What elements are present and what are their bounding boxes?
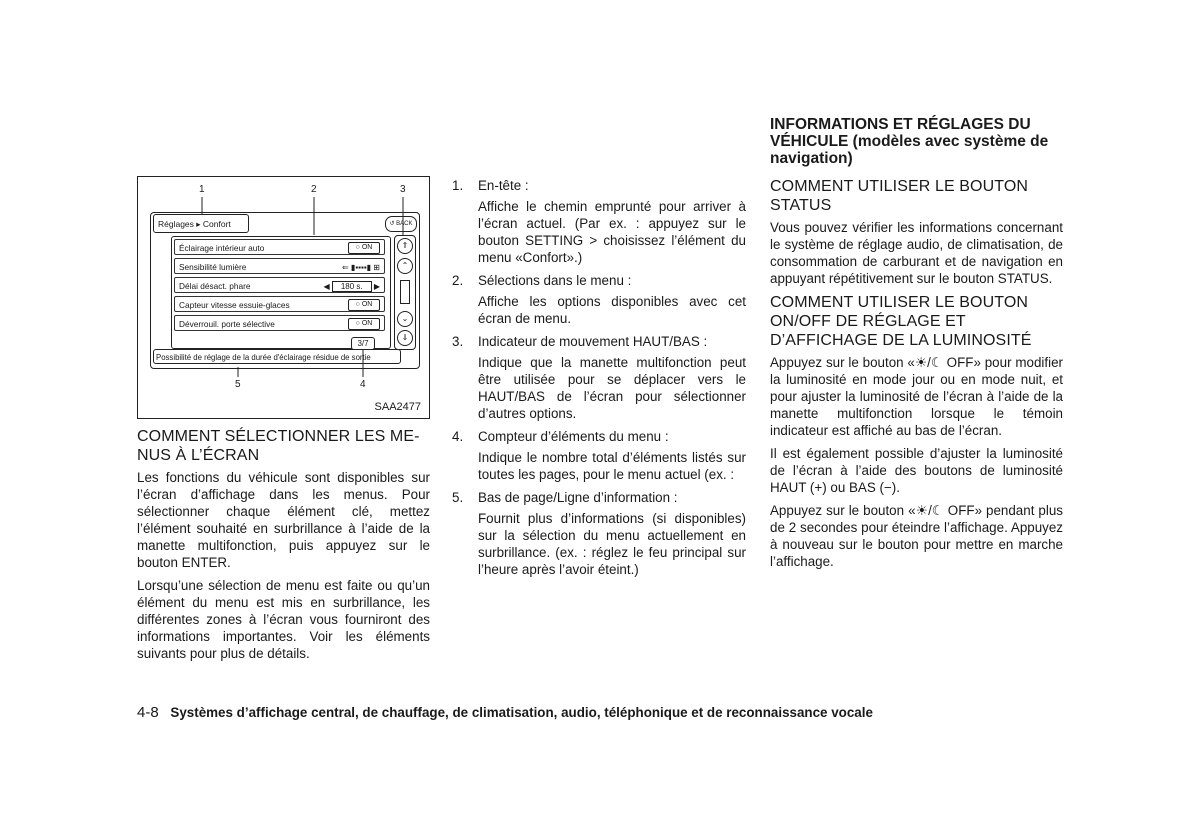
column-2 (452, 177, 746, 584)
on-toggle: ○ ON (348, 242, 380, 254)
info-line: Possibilité de réglage de la durée d'éclairage résidue de sortie (153, 349, 401, 364)
list-item-desc: Fournit plus d’informations (si disponibles) sur la sélection du menu actuellement en surbrillance. (ex. : réglez le feu principal sur l’heure après l’avoir éteint.) (478, 511, 746, 577)
list-item: 3. Indicateur de mouvement HAUT/BAS : (452, 334, 708, 349)
callout-1: 1 (199, 184, 205, 195)
menu-item: Délai désact. phare ◀ 180 s. ▶ (174, 277, 385, 293)
chevron-up-icon: ⌃ (397, 258, 413, 274)
callout-4: 4 (360, 379, 366, 390)
list-item-desc: Indique que la manette multifonction peut être utilisée pour se déplacer vers le HAUT/BAS de l’écran pour sélectionner d’autres options. (478, 355, 746, 421)
list-item: 2. Sélections dans le menu : (452, 273, 632, 288)
delay-stepper: ◀ 180 s. ▶ (323, 282, 380, 291)
menu-item: Déverrouil. porte sélective ○ ON (174, 315, 385, 331)
callout-3: 3 (400, 184, 406, 195)
list-item-desc: Indique le nombre total d’éléments listés sur toutes les pages, pour le menu actuel (ex. : (478, 450, 746, 482)
paragraph: Vous pouvez vérifier les informations concernant le système de réglage audio, de climatisation, de consommation de carburant et de navigation en appuyant répétitivement sur le bouton STATUS. (770, 220, 1063, 286)
screen-header: Réglages ▸ Confort (153, 214, 249, 233)
section-heading: COMMENT UTILISER LE BOUTON ON/OFF DE RÉGLAGE ET D’AFFICHAGE DE LA LUMINOSITÉ (770, 294, 1032, 349)
scroll-bar (400, 280, 410, 304)
list-item: 1. En-tête : (452, 178, 529, 193)
chevron-down-icon: ⌄ (397, 311, 413, 327)
down-arrow-icon: ⇓ (397, 330, 413, 346)
up-down-indicator (394, 235, 416, 350)
column-3 (770, 116, 1063, 576)
callout-2: 2 (311, 184, 317, 195)
up-arrow-icon: ⇑ (397, 238, 413, 254)
section-heading: COMMENT SÉLECTIONNER LES ME-NUS À L’ÉCRAN (137, 428, 420, 464)
chapter-title: Systèmes d’affichage central, de chauffage, de climatisation, audio, téléphonique et de reconnaissance vocale (170, 705, 873, 720)
main-heading: INFORMATIONS ET RÉGLAGES DU VÉHICULE (modèles avec système de navigation) (770, 116, 1049, 167)
menu-item: Éclairage intérieur auto ○ ON (174, 239, 385, 255)
back-button: ↺ BACK (385, 216, 417, 232)
list-item-desc: Affiche le chemin emprunté pour arriver à l’écran actuel. (Par ex. : appuyez sur le bouton SETTING > choisissez l’élément du menu «Confort».) (478, 199, 746, 265)
list-item-desc: Affiche les options disponibles avec cet écran de menu. (478, 294, 746, 326)
screen-diagram-figure (137, 176, 430, 419)
menu-item: Capteur vitesse essuie-glaces ○ ON (174, 296, 385, 312)
page-footer (137, 704, 873, 721)
on-toggle: ○ ON (348, 299, 380, 311)
figure-code: SAA2477 (374, 401, 421, 413)
list-item: 5. Bas de page/Ligne d’information : (452, 490, 678, 505)
menu-item-counter: 3/7 (351, 337, 375, 350)
paragraph: Appuyez sur le bouton «☀/☾ OFF» pendant plus de 2 secondes pour éteindre l’affichage. Appuyez à nouveau sur le bouton pour mettre en marche l’affichage. (770, 503, 1063, 569)
sensitivity-slider: ⇐ ▮▪▪▪▪▮ ⊞ (342, 263, 380, 272)
paragraph: Appuyez sur le bouton «☀/☾ OFF» pour modifier la luminosité en mode jour ou en mode nuit, et pour ajuster la luminosité de l’écran à l’aide de la manette multifonction lorsque le témoin indicateur est affiché au bas de l’écran. (770, 355, 1063, 438)
page-number: 4-8 (137, 704, 159, 721)
paragraph: Lorsqu’une sélection de menu est faite ou qu’un élément du menu est mis en surbrillance, les différentes zones à l’écran vous fourniront des informations importantes. Voir les éléments suivants pour plus de détails. (137, 578, 430, 661)
paragraph: Les fonctions du véhicule sont disponibles sur l’écran d’affichage dans les menus. Pour sélectionner chaque élément clé, mettez l’élément souhaité en surbrillance à l’aide de la manette multifonction, puis appuyez sur le bouton ENTER. (137, 470, 430, 570)
list-item: 4. Compteur d’éléments du menu : (452, 429, 669, 444)
section-heading: COMMENT UTILISER LE BOUTON STATUS (770, 178, 1029, 214)
callout-5: 5 (235, 379, 241, 390)
display-screen (150, 212, 420, 369)
column-1 (137, 427, 430, 668)
menu-item: Sensibilité lumière ⇐ ▮▪▪▪▪▮ ⊞ (174, 258, 385, 274)
menu-selections (171, 236, 391, 349)
paragraph: Il est également possible d’ajuster la luminosité de l’écran à l’aide des boutons de luminosité HAUT (+) ou BAS (−). (770, 446, 1063, 495)
on-toggle: ○ ON (348, 318, 380, 330)
